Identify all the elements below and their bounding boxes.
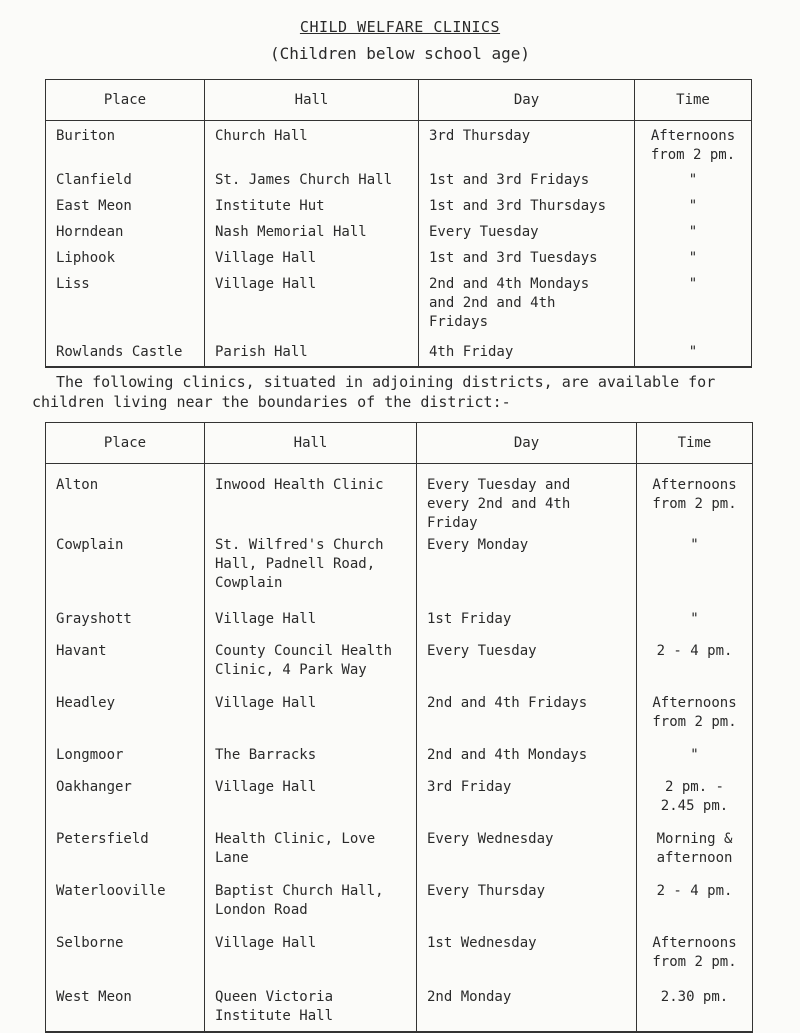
column-header-hall: Hall [205, 423, 417, 464]
cell-place: Rowlands Castle [46, 341, 205, 367]
cell-hall: Institute Hut [205, 195, 419, 221]
cell-time: " [635, 247, 752, 273]
column-header-day: Day [419, 80, 635, 121]
clinics-table [45, 79, 752, 368]
table-row [46, 464, 753, 534]
cell-time: " [635, 341, 752, 367]
cell-time: Afternoons from 2 pm. [637, 464, 753, 534]
column-header-time: Time [635, 80, 752, 121]
cell-day: 1st Wednesday [417, 932, 637, 986]
cell-day: Every Thursday [417, 880, 637, 932]
cell-day: 2nd and 4th Fridays [417, 692, 637, 744]
table-row [46, 247, 752, 273]
cell-hall: Queen Victoria Institute Hall [205, 986, 417, 1032]
table-row [46, 880, 753, 932]
cell-place: West Meon [46, 986, 205, 1032]
cell-time: Afternoons from 2 pm. [637, 932, 753, 986]
cell-hall: Health Clinic, Love Lane [205, 828, 417, 880]
cell-place: Longmoor [46, 744, 205, 776]
cell-day: 2nd and 4th Mondays [417, 744, 637, 776]
column-header-place: Place [46, 80, 205, 121]
table-header-row [46, 80, 752, 121]
table-row [46, 341, 752, 367]
cell-hall: Parish Hall [205, 341, 419, 367]
cell-hall: County Council Health Clinic, 4 Park Way [205, 640, 417, 692]
cell-time: " [637, 608, 753, 640]
adjoining-clinics-table [45, 422, 753, 1033]
cell-day: Every Wednesday [417, 828, 637, 880]
table-row [46, 744, 753, 776]
cell-place: Petersfield [46, 828, 205, 880]
note-line-1: The following clinics, situated in adjoining districts, are available for [56, 373, 716, 391]
table-row [46, 986, 753, 1032]
cell-hall: Village Hall [205, 692, 417, 744]
table-row [46, 608, 753, 640]
cell-time: " [637, 534, 753, 608]
cell-place: Selborne [46, 932, 205, 986]
cell-place: Oakhanger [46, 776, 205, 828]
table-row [46, 221, 752, 247]
cell-day: 1st and 3rd Fridays [419, 169, 635, 195]
cell-place: Buriton [46, 121, 205, 169]
cell-time: " [635, 221, 752, 247]
cell-day: 1st and 3rd Tuesdays [419, 247, 635, 273]
cell-day: Every Monday [417, 534, 637, 608]
adjoining-districts-note [32, 372, 796, 412]
cell-hall: St. James Church Hall [205, 169, 419, 195]
page-title: CHILD WELFARE CLINICS [299, 18, 501, 36]
page-subtitle: (Children below school age) [269, 44, 531, 63]
cell-day: 1st Friday [417, 608, 637, 640]
cell-hall: Nash Memorial Hall [205, 221, 419, 247]
cell-day: 2nd Monday [417, 986, 637, 1032]
cell-day: 3rd Friday [417, 776, 637, 828]
cell-time: 2 - 4 pm. [637, 640, 753, 692]
column-header-hall: Hall [205, 80, 419, 121]
cell-hall: Village Hall [205, 608, 417, 640]
cell-place: Headley [46, 692, 205, 744]
cell-place: Liphook [46, 247, 205, 273]
cell-place: Cowplain [46, 534, 205, 608]
table-row [46, 169, 752, 195]
cell-time: " [637, 744, 753, 776]
cell-day: 2nd and 4th Mondays and 2nd and 4th Fridays [419, 273, 635, 341]
cell-time: " [635, 169, 752, 195]
cell-place: Horndean [46, 221, 205, 247]
column-header-place: Place [46, 423, 205, 464]
cell-hall: Baptist Church Hall, London Road [205, 880, 417, 932]
column-header-time: Time [637, 423, 753, 464]
table-row [46, 121, 752, 169]
table-row [46, 692, 753, 744]
cell-place: Havant [46, 640, 205, 692]
cell-hall: Church Hall [205, 121, 419, 169]
table-row [46, 828, 753, 880]
table-row [46, 195, 752, 221]
table-row [46, 776, 753, 828]
column-header-day: Day [417, 423, 637, 464]
table-row [46, 273, 752, 341]
cell-time: 2.30 pm. [637, 986, 753, 1032]
cell-hall: St. Wilfred's Church Hall, Padnell Road, Cowplain [205, 534, 417, 608]
cell-time: " [635, 195, 752, 221]
cell-hall: Village Hall [205, 273, 419, 341]
cell-day: 1st and 3rd Thursdays [419, 195, 635, 221]
cell-hall: Village Hall [205, 776, 417, 828]
cell-day: Every Tuesday and every 2nd and 4th Friday [417, 464, 637, 534]
cell-hall: Village Hall [205, 247, 419, 273]
cell-hall: Village Hall [205, 932, 417, 986]
cell-time: Afternoons from 2 pm. [637, 692, 753, 744]
table-row [46, 932, 753, 986]
cell-time: Morning & afternoon [637, 828, 753, 880]
table-row [46, 640, 753, 692]
cell-day: Every Tuesday [419, 221, 635, 247]
table-row [46, 534, 753, 608]
cell-place: Alton [46, 464, 205, 534]
cell-day: Every Tuesday [417, 640, 637, 692]
cell-hall: The Barracks [205, 744, 417, 776]
cell-day: 4th Friday [419, 341, 635, 367]
cell-day: 3rd Thursday [419, 121, 635, 169]
cell-place: Grayshott [46, 608, 205, 640]
cell-place: East Meon [46, 195, 205, 221]
cell-time: Afternoons from 2 pm. [635, 121, 752, 169]
cell-time: " [635, 273, 752, 341]
cell-hall: Inwood Health Clinic [205, 464, 417, 534]
cell-place: Waterlooville [46, 880, 205, 932]
cell-place: Liss [46, 273, 205, 341]
table-header-row [46, 423, 753, 464]
cell-time: 2 pm. - 2.45 pm. [637, 776, 753, 828]
cell-place: Clanfield [46, 169, 205, 195]
cell-time: 2 - 4 pm. [637, 880, 753, 932]
note-line-2: children living near the boundaries of the district:- [32, 393, 511, 411]
